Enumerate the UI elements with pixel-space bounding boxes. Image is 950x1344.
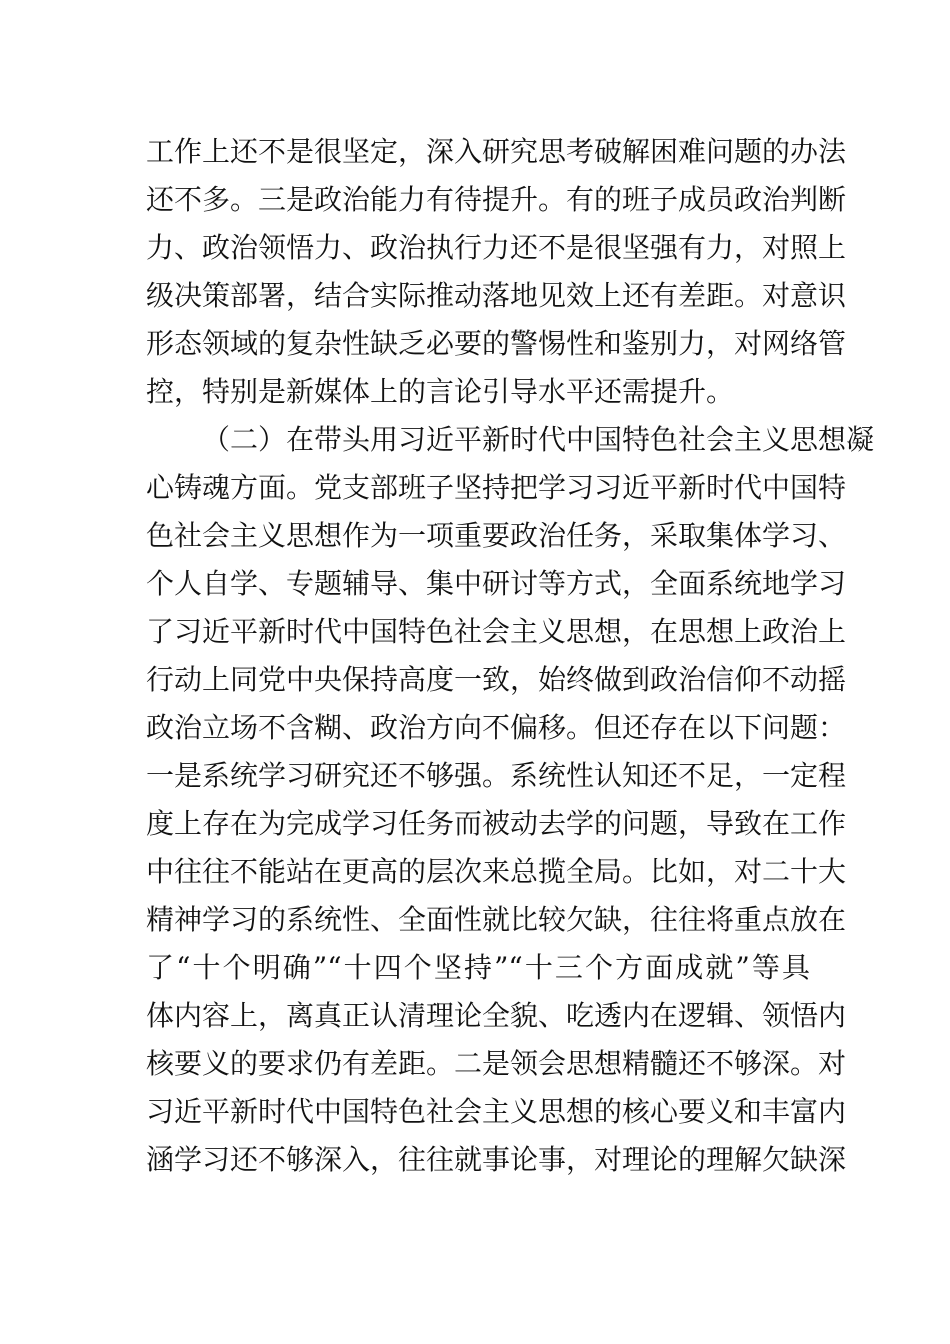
text-line: 涵学习还不够深入，往往就事论事，对理论的理解欠缺深 xyxy=(146,1143,847,1176)
text-line: 精神学习的系统性、全面性就比较欠缺，往往将重点放在 xyxy=(146,903,847,936)
text-line: 工作上还不是很坚定，深入研究思考破解困难问题的办法 xyxy=(146,135,847,168)
text-line: 习近平新时代中国特色社会主义思想的核心要义和丰富内 xyxy=(146,1095,847,1128)
text-line: 心铸魂方面。党支部班子坚持把学习习近平新时代中国特 xyxy=(146,471,847,504)
text-line: 一是系统学习研究还不够强。系统性认知还不足，一定程 xyxy=(146,759,847,792)
text-line: 核要义的要求仍有差距。二是领会思想精髓还不够深。对 xyxy=(146,1047,847,1080)
text-line: 色社会主义思想作为一项重要政治任务，采取集体学习、 xyxy=(146,519,847,552)
text-line: 力、政治领悟力、政治执行力还不是很坚强有力，对照上 xyxy=(146,231,847,264)
text-line: 了“十个明确”“十四个坚持”“十三个方面成就”等具 xyxy=(146,951,810,984)
document-body xyxy=(146,128,875,1184)
section-heading-line: （二）在带头用习近平新时代中国特色社会主义思想凝 xyxy=(202,423,875,456)
text-line: 个人自学、专题辅导、集中研讨等方式，全面系统地学习 xyxy=(146,567,847,600)
text-line: 级决策部署，结合实际推动落地见效上还有差距。对意识 xyxy=(146,279,847,312)
text-line: 了习近平新时代中国特色社会主义思想，在思想上政治上 xyxy=(146,615,847,648)
text-line: 体内容上，离真正认清理论全貌、吃透内在逻辑、领悟内 xyxy=(146,999,847,1032)
text-line: 还不多。三是政治能力有待提升。有的班子成员政治判断 xyxy=(146,183,847,216)
text-line: 行动上同党中央保持高度一致，始终做到政治信仰不动摇 xyxy=(146,663,847,696)
text-line: 政治立场不含糊、政治方向不偏移。但还存在以下问题： xyxy=(146,711,847,744)
text-line: 控，特别是新媒体上的言论引导水平还需提升。 xyxy=(146,375,735,408)
text-line: 形态领域的复杂性缺乏必要的警惕性和鉴别力，对网络管 xyxy=(146,327,847,360)
text-line: 度上存在为完成学习任务而被动去学的问题，导致在工作 xyxy=(146,807,847,840)
text-line: 中往往不能站在更高的层次来总揽全局。比如，对二十大 xyxy=(146,855,847,888)
